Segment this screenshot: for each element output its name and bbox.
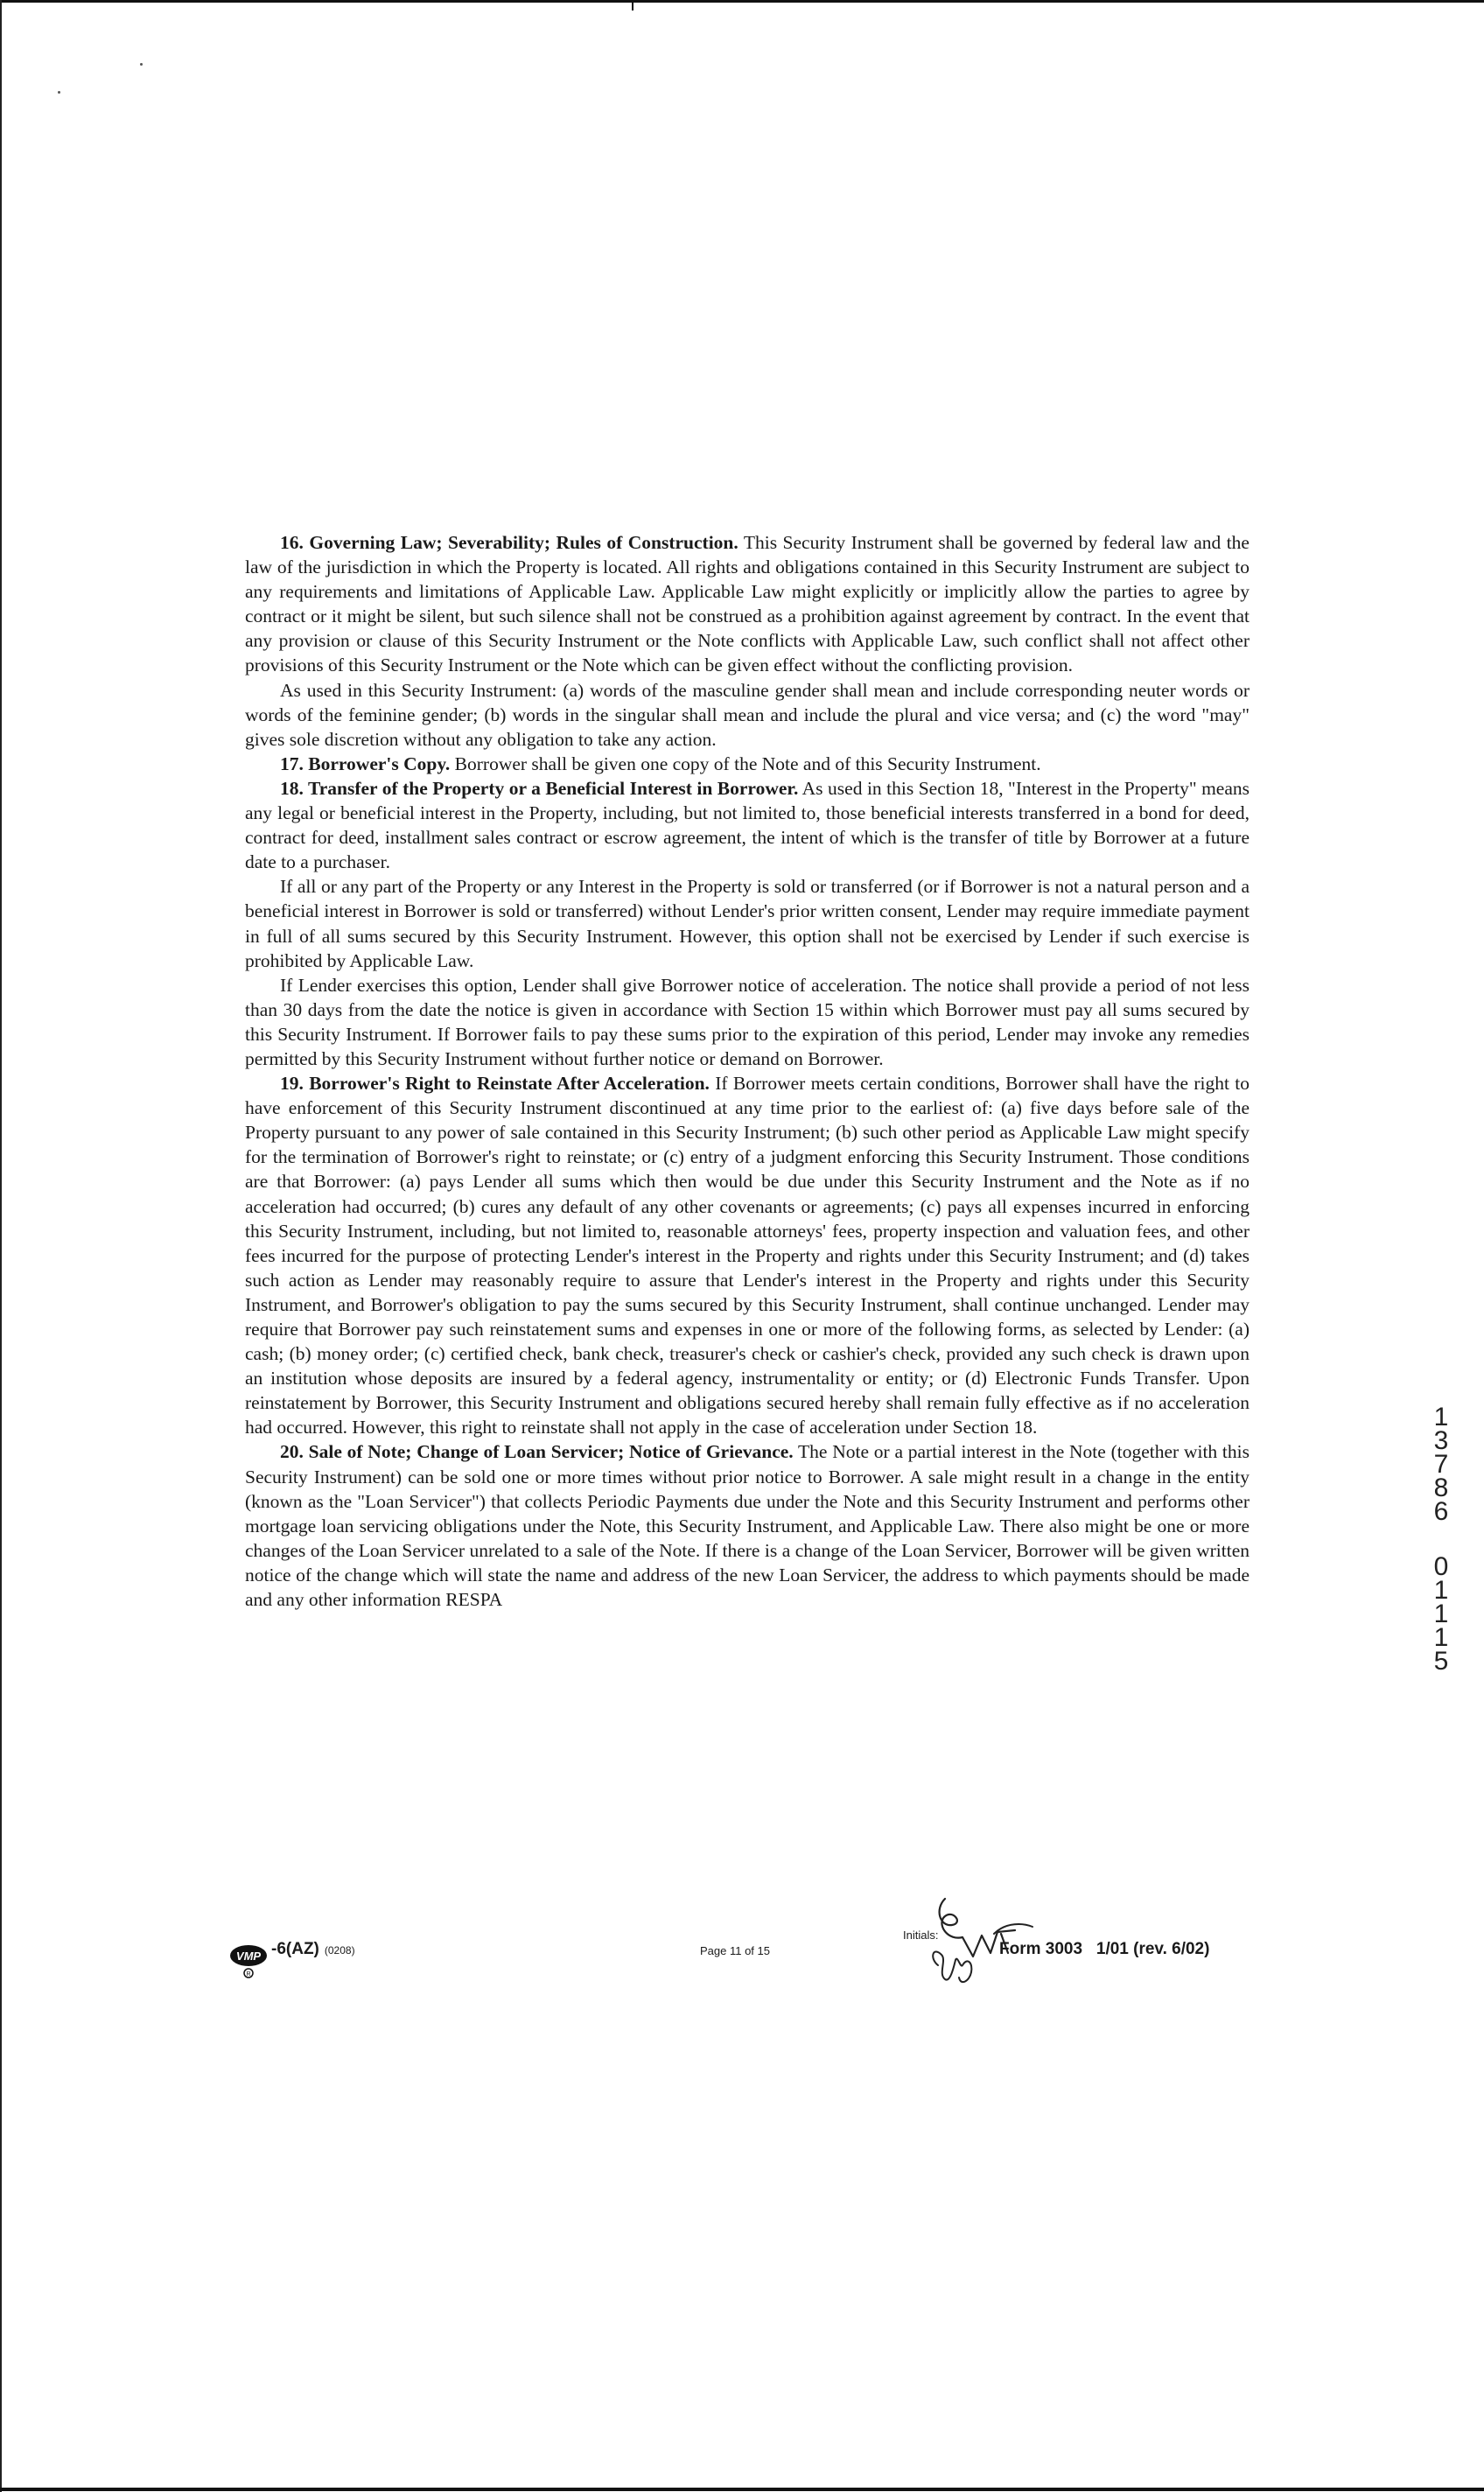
scan-speck [58,91,60,94]
section-20-heading: 20. Sale of Note; Change of Loan Servicer; Notice of Grievance. [280,1441,794,1463]
recording-gap [1428,1523,1454,1555]
section-16-para-1 [245,530,1250,678]
section-18-heading: 18. Transfer of the Property or a Beneficial Interest in Borrower. [280,777,799,799]
recording-digit: 6 [1433,1497,1449,1526]
recording-digit: 5 [1433,1647,1449,1676]
section-18-text-1: As used in this Section 18, "Interest in the Property" means any legal or beneficial interest in the Property, including, but not limited to, those beneficial interests transferred in a bond for deed, contract for deed, installment sales contract or escrow agreement, the intent of which is the transfer of title by Borrower at a future date to a purchaser. [245,777,1250,873]
top-border [0,0,1484,3]
recording-digit: 3 [1433,1426,1449,1455]
recording-digit: 0 [1433,1552,1449,1581]
section-18-para-2: If all or any part of the Property or any Interest in the Property is sold or transferred (or if Borrower is not a natural person and a beneficial interest in Borrower is sold or transferred) without Lender's prior written consent, Lender may require immediate payment in full of all sums secured by this Security Instrument. However, this option shall not be exercised by Lender if such exercise is prohibited by Applicable Law. [245,876,1250,971]
initials-signature [910,1872,1085,1995]
recording-digit: 8 [1433,1474,1449,1502]
section-16-heading: 16. Governing Law; Severability; Rules of Construction. [280,532,738,553]
recording-digit: 1 [1433,1576,1449,1605]
scan-speck [140,63,143,66]
form-code: (0208) [324,1944,355,1956]
section-19-para-1 [245,1071,1250,1439]
initials-label: Initials: [903,1928,939,1942]
section-18-para-1 [245,776,1250,874]
svg-text:VMP: VMP [235,1950,262,1963]
section-19-heading: 19. Borrower's Right to Reinstate After Acceleration. [280,1073,710,1095]
page-number: Page 11 of 15 [700,1944,770,1957]
top-border-tick [632,0,634,10]
left-border [0,0,2,2492]
form-id-text: -6(AZ) [271,1940,319,1958]
section-20-text-1: The Note or a partial interest in the Note (together with this Security Instrument) can be sold one or more times without prior notice to Borrower. A sale might result in a change in the entity (known as the "Loan Servicer") that collects Periodic Payments due under the Note and this Security Instrument and performs other mortgage loan servicing obligations under the Note, this Security Instrument, and Applicable Law. There also might be one or more changes of the Loan Servicer unrelated to a sale of the Note. If there is a change of the Loan Servicer, Borrower will be given written notice of the change which will state the name and address of the new Loan Servicer, the address to which payments should be made and any other information RESPA [245,1441,1250,1611]
bottom-border [0,2488,1484,2491]
recording-digit: 1 [1433,1403,1449,1432]
form-id [271,1940,355,1959]
recording-number-vertical [1428,1403,1454,1676]
recording-digit: 7 [1433,1450,1449,1479]
section-16-para-2: As used in this Security Instrument: (a) words of the masculine gender shall mean and include corresponding neuter words or words of the feminine gender; (b) words in the singular shall mean and include the plural and vice versa; and (c) the word "may" gives sole discretion without any obligation to take any action. [245,679,1250,750]
document-body [245,530,1250,1612]
recording-digit: 1 [1433,1600,1449,1628]
recording-digit: 1 [1433,1623,1449,1652]
section-20-para-1 [245,1439,1250,1612]
section-19-text-1: If Borrower meets certain conditions, Borrower shall have the right to have enforcement of this Security Instrument discontinued at any time prior to the earliest of: (a) five days before sale of the Property pursuant to any power of sale contained in this Security Instrument; (b) such other period as Applicable Law might specify for the termination of Borrower's right to reinstate; or (c) entry of a judgment enforcing this Security Instrument. Those conditions are that Borrower: (a) pays Lender all sums which then would be due under this Security Instrument and the Note as if no acceleration had occurred; (b) cures any default of any other covenants or agreements; (c) pays all expenses incurred in enforcing this Security Instrument, including, but not limited to, reasonable attorneys' fees, property inspection and valuation fees, and other fees incurred for the purpose of protecting Lender's interest in the Property and rights under this Security Instrument; and (d) takes such action as Lender may reasonably require to assure that Lender's interest in the Property and rights under this Security Instrument, and Borrower's obligation to pay the sums secured by this Security Instrument, shall continue unchanged. Lender may require that Borrower pay such reinstatement sums and expenses in one or more of the following forms, as selected by Lender: (a) cash; (b) money order; (c) certified check, bank check, treasurer's check or cashier's check, provided any such check is drawn upon an institution whose deposits are insured by a federal agency, instrumentality or entity; or (d) Electronic Funds Transfer. Upon reinstatement by Borrower, this Security Instrument and obligations secured hereby shall remain fully effective as if no acceleration had occurred. However, this right to reinstate shall not apply in the case of acceleration under Section 18. [245,1073,1250,1438]
section-17-heading: 17. Borrower's Copy. [280,752,451,774]
form-number: Form 3003 1/01 (rev. 6/02) [999,1940,1210,1958]
svg-text:R: R [246,1971,251,1978]
section-18-para-3: If Lender exercises this option, Lender shall give Borrower notice of acceleration. The notice shall provide a period of not less than 30 days from the date the notice is given in accordance with Section 15 within which Borrower must pay all sums secured by this Security Instrument. If Borrower fails to pay these sums prior to the expiration of this period, Lender may invoke any remedies permitted by this Security Instrument without further notice or demand on Borrower. [245,974,1250,1069]
section-16-text-1: This Security Instrument shall be governed by federal law and the law of the jurisdiction in which the Property is located. All rights and obligations contained in this Security Instrument are subject to any requirements and limitations of Applicable Law. Applicable Law might explicitly or implicitly allow the parties to agree by contract or it might be silent, but such silence shall not be construed as a prohibition against agreement by contract. In the event that any provision or clause of this Security Instrument or the Note conflicts with Applicable Law, such conflict shall not affect other provisions of this Security Instrument or the Note which can be given effect without the conflicting provision. [245,532,1250,676]
section-17-para-1 [245,752,1250,776]
section-17-text-1: Borrower shall be given one copy of the Note and of this Security Instrument. [450,752,1041,774]
